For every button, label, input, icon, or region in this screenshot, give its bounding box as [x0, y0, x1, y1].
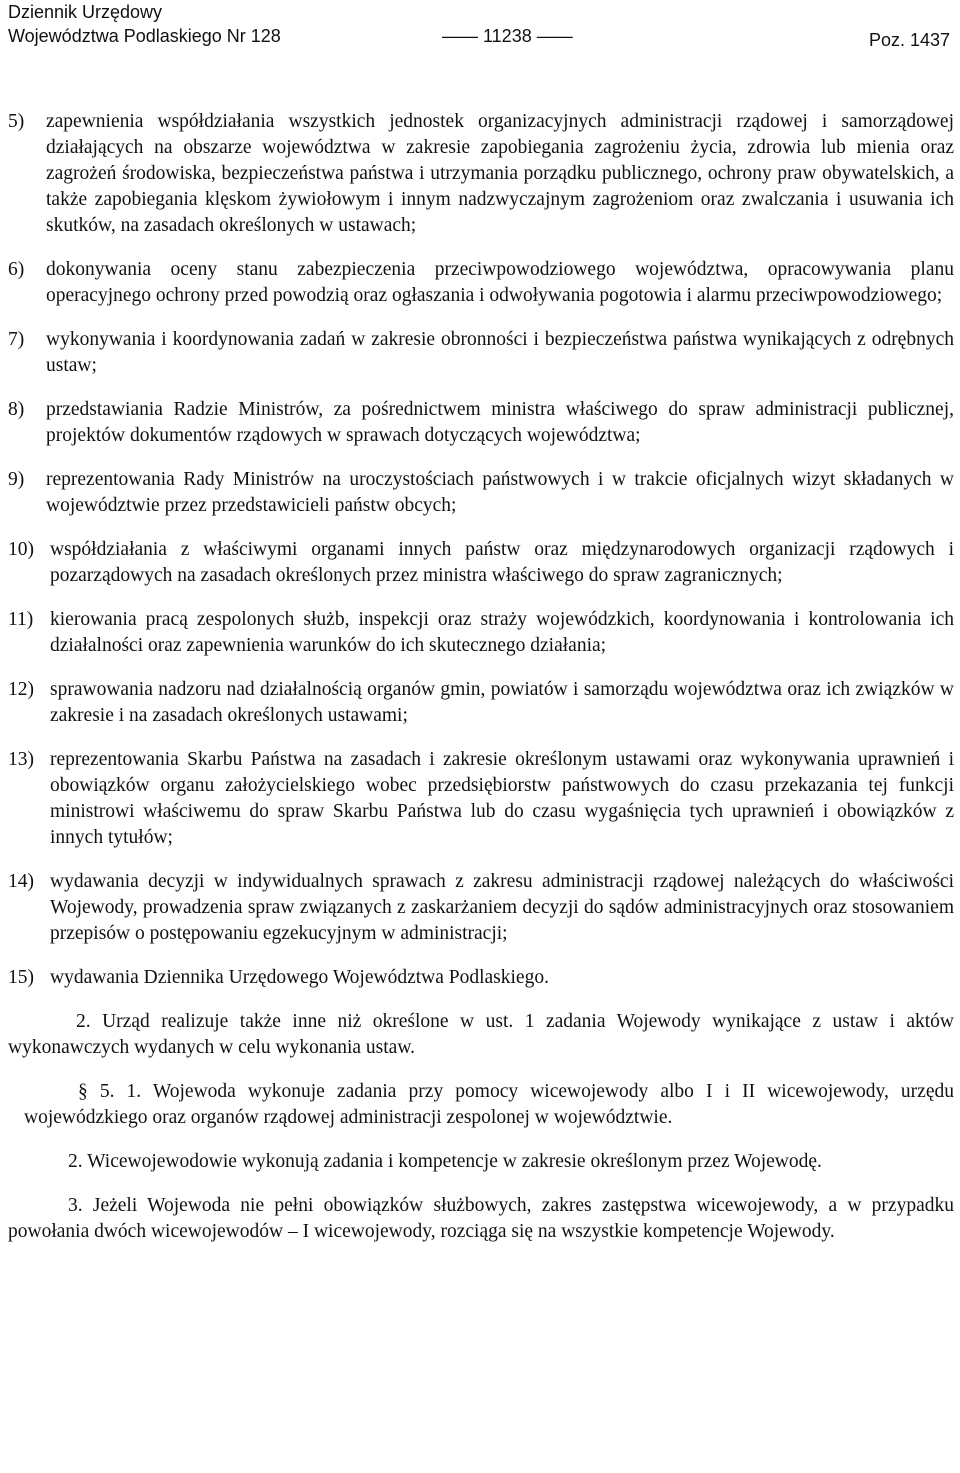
list-item: [8, 537, 954, 589]
item-text: kierowania pracą zespolonych służb, inspekcji oraz straży wojewódzkich, koordynowania i kontrolowania ich działalności oraz zapewnienia warunków do ich skutecznego działania;: [50, 609, 954, 656]
item-text: reprezentowania Rady Ministrów na uroczystościach państwowych i w trakcie oficjalnych wizyt składanych w województwie przez przedstawicieli państw obcych;: [46, 469, 954, 516]
paragraph-ust-2: 2. Urząd realizuje także inne niż określone w ust. 1 zadania Wojewody wynikające z ustaw i aktów wykonawczych wydanych w celu wykonania ustaw.: [8, 1011, 954, 1058]
list-item: [8, 677, 954, 729]
item-text: wydawania decyzji w indywidualnych sprawach z zakresu administracji rządowej należących do właściwości Wojewody, prowadzenia spraw związanych z zaskarżaniem decyzji do sądów administracyjnych oraz stosowaniem przepisów o postępowaniu egzekucyjnym w administracji;: [50, 871, 954, 944]
document-body: [8, 109, 954, 1263]
item-number: 5): [8, 111, 25, 132]
item-number: 13): [8, 749, 34, 770]
item-number: 6): [8, 259, 25, 280]
list-item: [8, 965, 954, 991]
item-text: wydawania Dziennika Urzędowego Województwa Podlaskiego.: [50, 967, 549, 988]
list-item: [8, 327, 954, 379]
list-item: [8, 607, 954, 659]
journal-issue: Województwa Podlaskiego Nr 128: [8, 26, 281, 46]
list-item: [8, 109, 954, 239]
item-text: współdziałania z właściwymi organami innych państw oraz międzynarodowych organizacji rządowych i pozarządowych na zasadach określonych przez ministra właściwego do spraw zagranicznych;: [50, 539, 954, 586]
item-text: zapewnienia współdziałania wszystkich jednostek organizacyjnych administracji rządowej i samorządowej działających na obszarze województwa w zakresie zapobiegania zagrożeniu życia, zdrowia lub mienia oraz zagrożeń środowiska, bezpieczeństwa państwa i utrzymania porządku publicznego, ochrony praw obywatelskich, a także zapobiegania klęskom żywiołowym i innym nadzwyczajnym zagrożeniom oraz zwalczania i usuwania ich skutków, na zasadach określonych w ustawach;: [46, 111, 954, 236]
item-text: wykonywania i koordynowania zadań w zakresie obronności i bezpieczeństwa państwa wynikających z odrębnych ustaw;: [46, 329, 954, 376]
item-number: 15): [8, 967, 34, 988]
journal-title: Dziennik Urzędowy: [8, 2, 163, 22]
item-text: dokonywania oceny stanu zabezpieczenia przeciwpowodziowego województwa, opracowywania planu operacyjnego ochrony przed powodzią oraz ogłaszania i odwoływania pogotowia i alarmu przeciwpowodziowego;: [46, 259, 954, 306]
item-number: 8): [8, 399, 25, 420]
page-number: —— 11238 ——: [442, 26, 573, 46]
item-text: sprawowania nadzoru nad działalnością organów gmin, powiatów i samorządu województwa oraz ich związków w zakresie i na zasadach określonych ustawami;: [50, 679, 954, 726]
paragraph-section-5-ust-2: 2. Wicewojewodowie wykonują zadania i kompetencje w zakresie określonym przez Wojewodę.: [68, 1151, 822, 1172]
paragraph-section-5-ust-3: 3. Jeżeli Wojewoda nie pełni obowiązków służbowych, zakres zastępstwa wicewojewody, a w przypadku powołania dwóch wicewojewodów – I wicewojewody, rozciąga się na wszystkie kompetencje Wojewody.: [8, 1195, 954, 1242]
position-number: Poz. 1437: [868, 30, 950, 50]
page-header: [8, 0, 952, 48]
list-item: [8, 747, 954, 851]
item-text: przedstawiania Radzie Ministrów, za pośrednictwem ministra właściwego do spraw administracji publicznej, projektów dokumentów rządowych w sprawach dotyczących województwa;: [46, 399, 954, 446]
item-text: reprezentowania Skarbu Państwa na zasadach i zakresie określonym ustawami oraz wykonywania uprawnień i obowiązków organu założycielskiego wobec przedsiębiorstw państwowych do czasu przekazania tej funkcji ministrowi właściwemu do spraw Skarbu Państwa lub do czasu wygaśnięcia tych uprawnień i obowiązków z innych tytułów;: [50, 749, 954, 848]
item-number: 12): [8, 679, 34, 700]
list-item: [8, 397, 954, 449]
item-number: 11): [8, 609, 34, 630]
item-number: 7): [8, 329, 25, 350]
paragraph-section-5: § 5. 1. Wojewoda wykonuje zadania przy pomocy wicewojewody albo I i II wicewojewody, urzędu wojewódzkiego oraz organów rządowej administracji zespolonej w województwie.: [24, 1081, 954, 1128]
list-item: [8, 869, 954, 947]
item-number: 14): [8, 871, 34, 892]
list-item: [8, 467, 954, 519]
item-number: 10): [8, 539, 34, 560]
item-number: 9): [8, 469, 25, 490]
list-item: [8, 257, 954, 309]
